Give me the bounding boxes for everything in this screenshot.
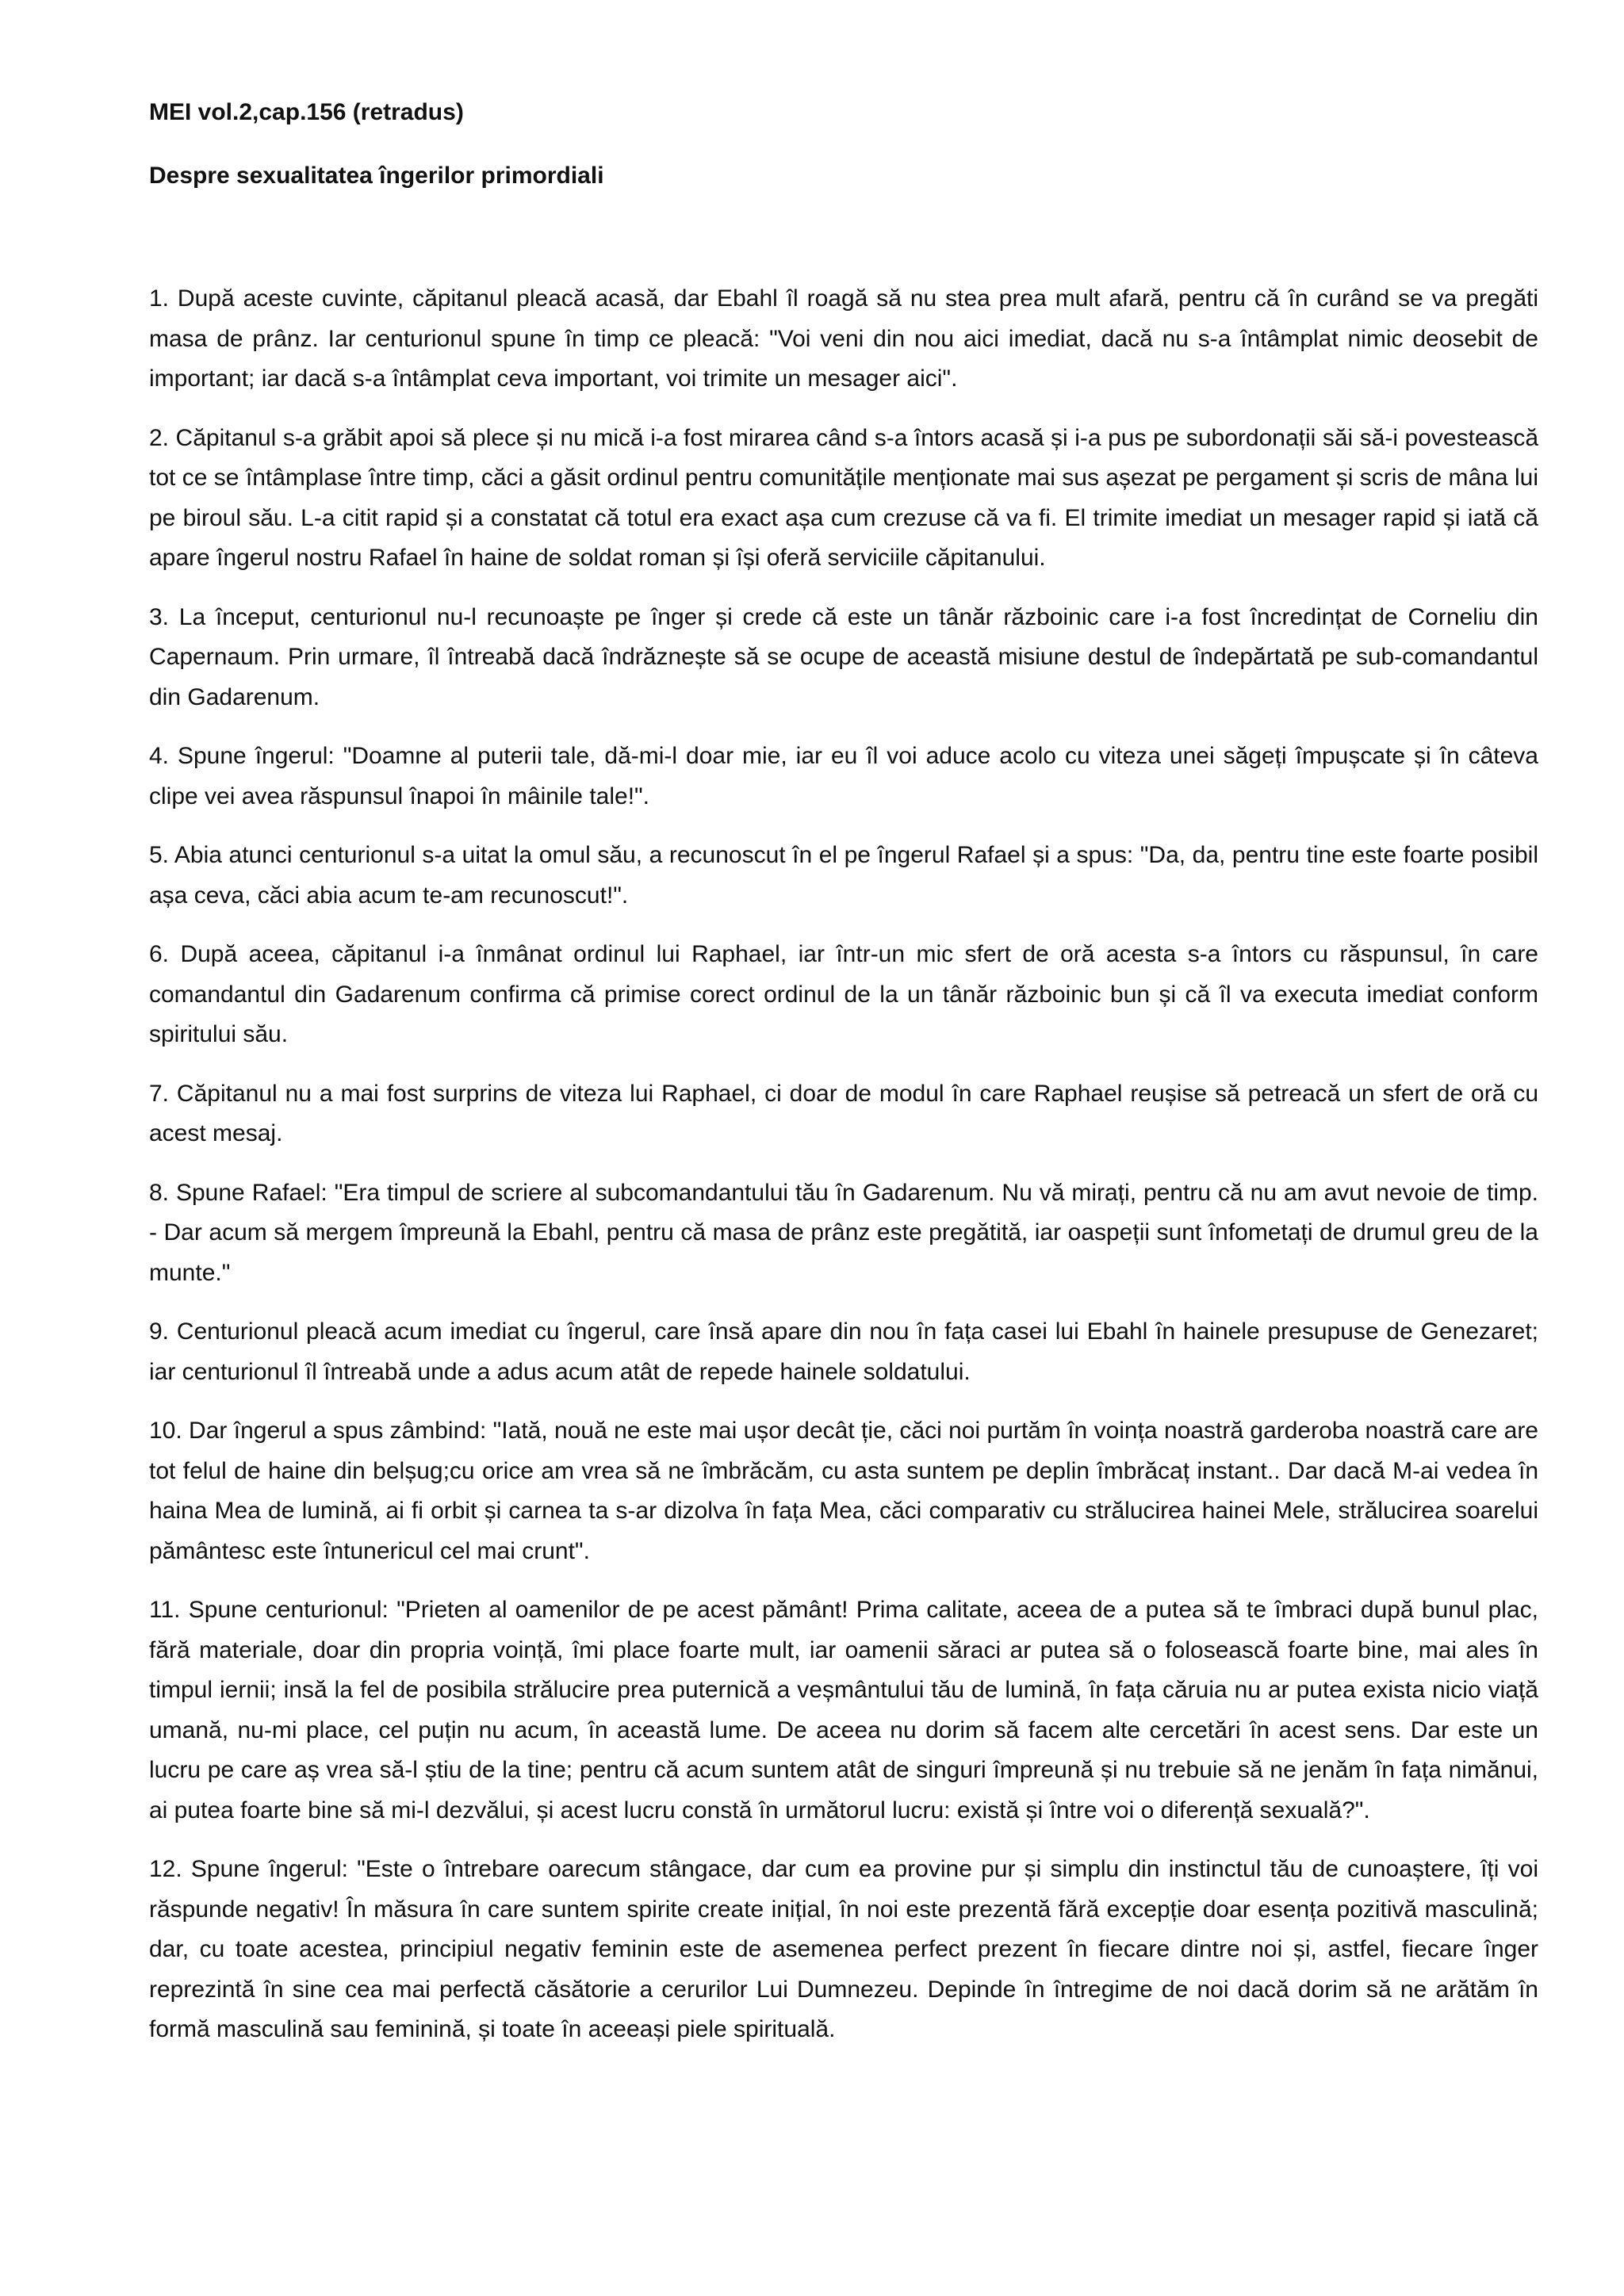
document-body <box>149 279 1538 2050</box>
paragraph-7: 7. Căpitanul nu a mai fost surprins de viteza lui Raphael, ci doar de modul în care Raphael reușise să petreacă un sfert de oră cu acest mesaj. <box>149 1080 1538 1146</box>
paragraph-1: 1. După aceste cuvinte, căpitanul pleacă acasă, dar Ebahl îl roagă să nu stea prea mult afară, pentru că în curând se va pregăti masa de prânz. Iar centurionul spune în timp ce pleacă: "Voi veni din nou aici imediat, dacă nu s-a întâmplat nimic deosebit de important; iar dacă s-a întâmplat ceva important, voi trimite un mesager aici". <box>149 285 1538 392</box>
paragraph-11: 11. Spune centurionul: "Prieten al oamenilor de pe acest pământ! Prima calitate, aceea de a putea să te îmbraci după bunul plac, fără materiale, doar din propria voință, îmi place foarte mult, iar oamenii săraci ar putea să o folosească foarte bine, mai ales în timpul iernii; insă la fel de posibila strălucire prea puternică a veșmântului tău de lumină, în fața căruia nu ar putea exista nicio viață umană, nu-mi place, cel puțin nu acum, în această lume. De aceea nu dorim să facem alte cercetări în acest sens. Dar este un lucru pe care aș vrea să-l știu de la tine; pentru că acum suntem atât de singuri împreună și nu trebuie să ne jenăm în fața nimănui, ai putea foarte bine să mi-l dezvălui, și acest lucru constă în următorul lucru: există și între voi o diferență sexuală?". <box>149 1597 1538 1823</box>
document-subtitle: Despre sexualitatea îngerilor primordiali <box>149 163 604 189</box>
paragraph-2: 2. Căpitanul s-a grăbit apoi să plece și nu mică i-a fost mirarea când s-a întors acasă și i-a pus pe subordonații săi să-i povestească tot ce se întâmplase între timp, căci a găsit ordinul pentru comunitățile menționate mai sus așezat pe pergament și scris de mâna lui pe biroul său. L-a citit rapid și a constatat că totul era exact așa cum crezuse că va fi. El trimite imediat un mesager rapid și iată că apare îngerul nostru Rafael în haine de soldat roman și își oferă serviciile căpitanului. <box>149 424 1538 571</box>
document-page <box>149 97 1538 2069</box>
paragraph-8: 8. Spune Rafael: "Era timpul de scriere al subcomandantului tău în Gadarenum. Nu vă mirați, pentru că nu am avut nevoie de timp. - Dar acum să mergem împreună la Ebahl, pentru că masa de prânz este pregătită, iar oaspeții sunt înfometați de drumul greu de la munte." <box>149 1179 1538 1286</box>
paragraph-9: 9. Centurionul pleacă acum imediat cu îngerul, care însă apare din nou în fața casei lui Ebahl în hainele presupuse de Genezaret; iar centurionul îl întreabă unde a adus acum atât de repede hainele soldatului. <box>149 1318 1538 1385</box>
paragraph-4: 4. Spune îngerul: "Doamne al puterii tale, dă-mi-l doar mie, iar eu îl voi aduce acolo cu viteza unei săgeți împușcate și în câteva clipe vei avea răspunsul înapoi în mâinile tale!". <box>149 743 1538 809</box>
paragraph-5: 5. Abia atunci centurionul s-a uitat la omul său, a recunoscut în el pe îngerul Rafael și a spus: "Da, da, pentru tine este foarte posibil așa ceva, căci abia acum te-am recunoscut!". <box>149 842 1538 909</box>
paragraph-12: 12. Spune îngerul: "Este o întrebare oarecum stângace, dar cum ea provine pur și simplu din instinctul tău de cunoaștere, îți voi răspunde negativ! În măsura în care suntem spirite create inițial, în noi este prezentă fără excepție doar esența pozitivă masculină; dar, cu toate acestea, principiul negativ feminin este de asemenea perfect prezent în fiecare dintre noi și, astfel, fiecare înger reprezintă în sine cea mai perfectă căsătorie a cerurilor Lui Dumnezeu. Depinde în întregime de noi dacă dorim să ne arătăm în formă masculină sau feminină, și toate în aceeași piele spirituală. <box>149 1856 1538 2042</box>
paragraph-10: 10. Dar îngerul a spus zâmbind: "Iată, nouă ne este mai ușor decât ție, căci noi purtăm în voința noastră garderoba noastră care are tot felul de haine din belșug;cu orice am vrea să ne îmbrăcăm, cu asta suntem pe deplin îmbrăcaț instant.. Dar dacă M-ai vedea în haina Mea de lumină, ai fi orbit și carnea ta s-ar dizolva în fața Mea, căci comparativ cu strălucirea hainei Mele, strălucirea soarelui pământesc este întunericul cel mai crunt". <box>149 1418 1538 1564</box>
paragraph-6: 6. După aceea, căpitanul i-a înmânat ordinul lui Raphael, iar într-un mic sfert de oră acesta s-a întors cu răspunsul, în care comandantul din Gadarenum confirma că primise corect ordinul de la un tânăr războinic bun și că îl va executa imediat conform spiritului său. <box>149 941 1538 1047</box>
document-title: MEI vol.2,cap.156 (retradus) <box>149 99 464 125</box>
paragraph-3: 3. La început, centurionul nu-l recunoaște pe înger și crede că este un tânăr războinic care i-a fost încredințat de Corneliu din Capernaum. Prin urmare, îl întreabă dacă îndrăznește să se ocupe de această misiune destul de îndepărtată pe sub-comandantul din Gadarenum. <box>149 603 1538 710</box>
